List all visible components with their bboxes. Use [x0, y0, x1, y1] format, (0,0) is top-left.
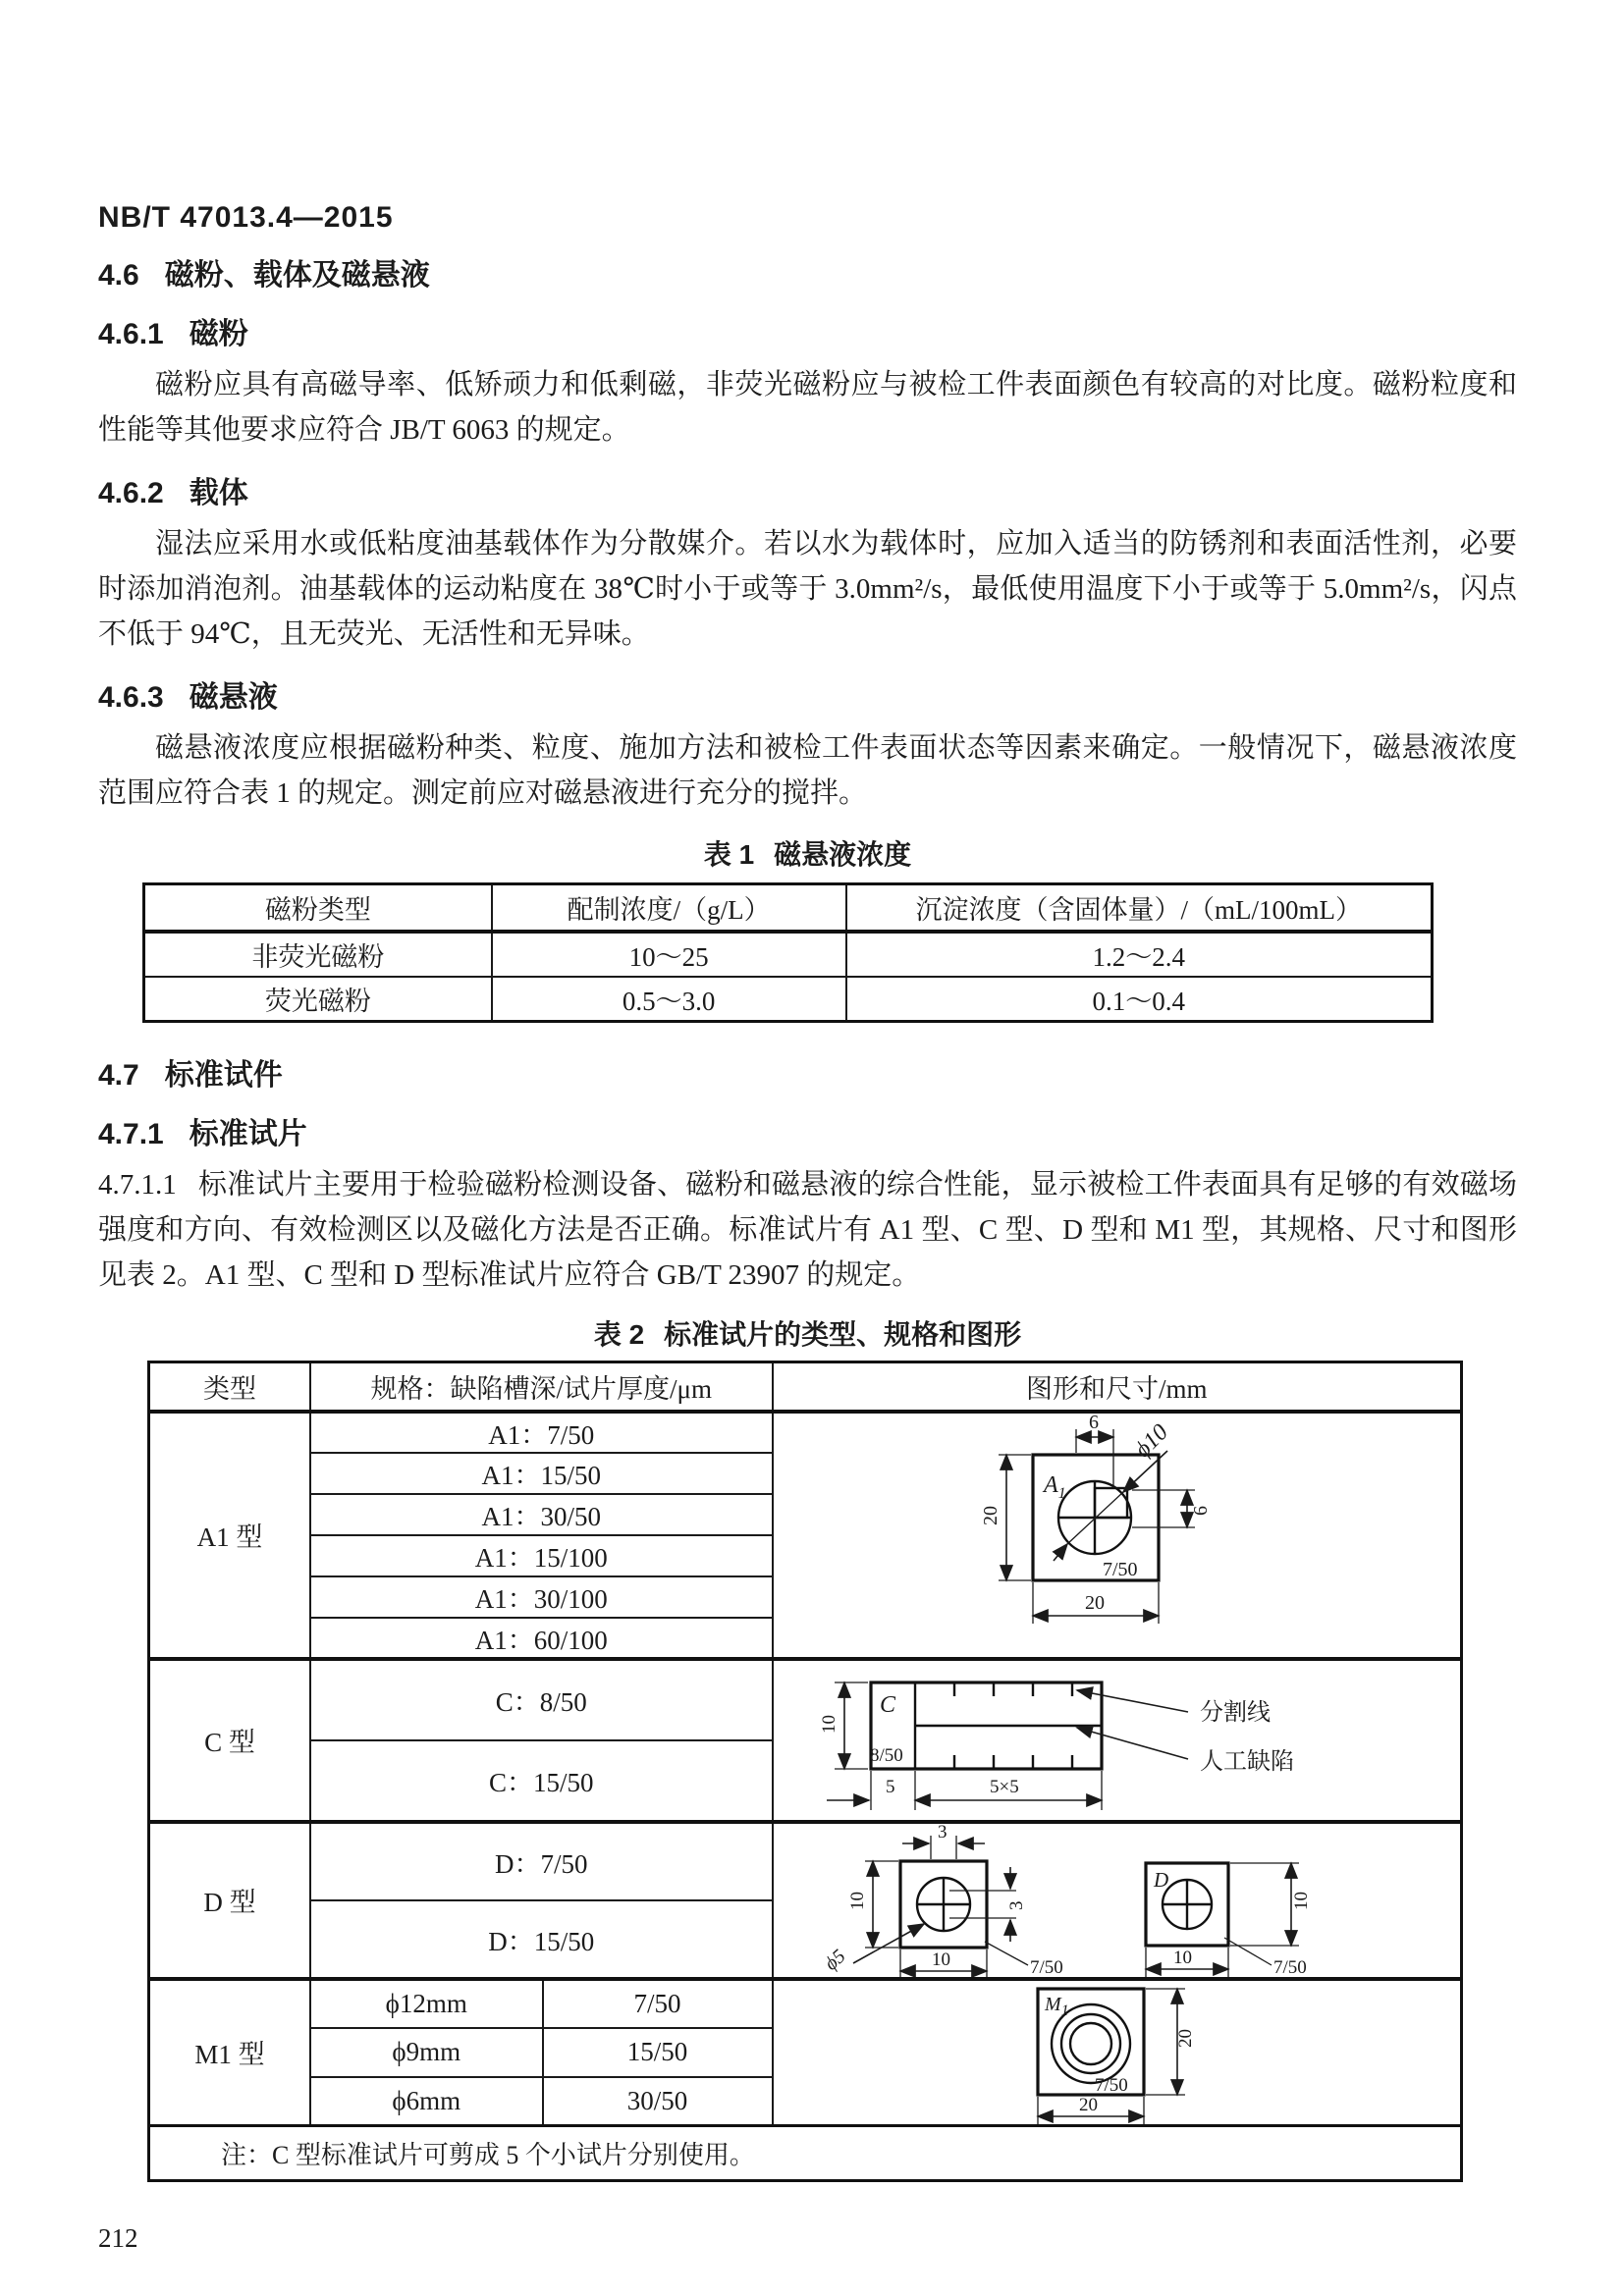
dim-bottom: 10	[1173, 1947, 1193, 1968]
table-row	[149, 2126, 1462, 2181]
groove-label: 8/50	[870, 1744, 904, 1766]
diagram-a1-cell	[773, 1412, 1462, 1659]
callout-dividing-line: 分割线	[1200, 1699, 1272, 1726]
cell-settlement: 0.1～0.4	[846, 977, 1433, 1022]
cell-type-a1: A1 型	[149, 1412, 310, 1659]
cell-spec: A1：7/50	[310, 1412, 773, 1453]
cell-spec-diameter: ϕ9mm	[310, 2028, 543, 2077]
cell-spec: D：7/50	[310, 1822, 773, 1900]
table-row	[149, 1979, 1462, 2028]
cell-settlement: 1.2～2.4	[846, 932, 1433, 977]
table-row	[149, 1822, 1462, 1900]
dim-right: 20	[1175, 2028, 1197, 2048]
heading-title: 载体	[189, 477, 248, 509]
groove-label: 7/50	[1030, 1956, 1064, 1977]
cell-concentration: 0.5～3.0	[492, 977, 846, 1022]
heading-4-6-1	[98, 309, 1517, 352]
heading-title: 标准试件	[164, 1059, 283, 1092]
dim-segment: 5	[886, 1776, 895, 1797]
document-number: NB/T 47013.4—2015	[98, 201, 394, 234]
heading-number: 4.7.1	[98, 1118, 164, 1150]
cell-spec: C：15/50	[310, 1740, 773, 1822]
cell-powder-type: 非荧光磁粉	[144, 932, 492, 977]
dim-left: 10	[819, 1714, 840, 1734]
page-number: 212	[98, 2223, 138, 2253]
c-label: C	[880, 1691, 896, 1718]
table-suspension-concentration	[142, 882, 1434, 1023]
column-header: 配制浓度/（g/L）	[492, 884, 846, 932]
paragraph-number: 4.7.1.1	[98, 1169, 177, 1201]
callout-artificial-defect: 人工缺陷	[1200, 1748, 1295, 1775]
heading-4-7-1	[98, 1109, 1517, 1152]
column-header: 图形和尺寸/mm	[773, 1362, 1462, 1412]
table2-caption	[98, 1313, 1517, 1353]
dim-diameter: ϕ5	[820, 1945, 850, 1975]
groove-label: 7/50	[1095, 2074, 1129, 2096]
heading-title: 磁悬液	[189, 681, 278, 714]
a1-test-strip-diagram	[861, 1414, 1372, 1657]
d-test-strip-diagram	[802, 1824, 1431, 1977]
dim-top: 6	[1089, 1413, 1100, 1433]
heading-4-7	[98, 1050, 1517, 1094]
heading-4-6-3	[98, 672, 1517, 716]
table1-caption-number: 表 1	[703, 839, 755, 870]
heading-title: 标准试片	[189, 1118, 307, 1150]
table-row	[149, 1412, 1462, 1453]
dim-left: 10	[847, 1891, 869, 1910]
m1-test-strip-diagram	[920, 1981, 1313, 2124]
table-row	[144, 884, 1433, 932]
cell-spec-diameter: ϕ12mm	[310, 1979, 543, 2028]
diagram-c-cell	[773, 1659, 1462, 1822]
table-row	[144, 932, 1433, 977]
cell-spec: D：15/50	[310, 1900, 773, 1979]
cell-concentration: 10～25	[492, 932, 846, 977]
cell-spec: C：8/50	[310, 1659, 773, 1740]
paragraph-magnetic-powder: 磁粉应具有高磁导率、低矫顽力和低剩磁，非荧光磁粉应与被检工件表面颜色有较高的对比度。磁粉粒度和性能等其他要求应符合 JB/T 6063 的规定。	[98, 369, 1517, 446]
dim-bottom: 20	[1079, 2094, 1099, 2115]
groove-label: 7/50	[1103, 1558, 1138, 1580]
dim-diameter: ϕ10	[1130, 1418, 1174, 1463]
heading-title: 磁粉	[189, 318, 248, 350]
heading-number: 4.6	[98, 259, 139, 292]
cell-spec: A1：15/50	[310, 1453, 773, 1494]
column-header: 磁粉类型	[144, 884, 492, 932]
cell-type-d: D 型	[149, 1822, 310, 1979]
cell-spec-depth: 30/50	[543, 2077, 773, 2126]
table-note: 注：C 型标准试片可剪成 5 个小试片分别使用。	[149, 2126, 1462, 2181]
heading-4-6-2	[98, 468, 1517, 511]
dim-bottom: 20	[1085, 1591, 1106, 1614]
column-header: 沉淀浓度（含固体量）/（mL/100mL）	[846, 884, 1433, 932]
paragraph-carrier: 湿法应采用水或低粘度油基载体作为分散媒介。若以水为载体时，应加入适当的防锈剂和表面活性剂，必要时添加消泡剂。油基载体的运动粘度在 38℃时小于或等于 3.0mm²/s，最低使用温度下小于或等于 5.0mm²/s，闪点不低于 94℃，且无荧光、无活性和无异味。	[98, 528, 1517, 650]
cell-spec-depth: 7/50	[543, 1979, 773, 2028]
heading-number: 4.6.2	[98, 477, 164, 509]
heading-number: 4.7	[98, 1059, 139, 1092]
m1-label: $M_1$	[1045, 1993, 1069, 2019]
paragraph-test-strips	[98, 1162, 1517, 1298]
cell-spec: A1：60/100	[310, 1618, 773, 1659]
dim-total: 5×5	[990, 1776, 1019, 1797]
cell-spec: A1：30/100	[310, 1576, 773, 1618]
heading-title: 磁粉、载体及磁悬液	[164, 259, 430, 292]
cell-type-c: C 型	[149, 1659, 310, 1822]
cell-powder-type: 荧光磁粉	[144, 977, 492, 1022]
groove-label: 7/50	[1273, 1956, 1308, 1977]
column-header: 类型	[149, 1362, 310, 1412]
dim-top: 3	[938, 1823, 947, 1842]
heading-number: 4.6.3	[98, 681, 164, 714]
cell-spec: A1：30/50	[310, 1494, 773, 1535]
cell-spec-depth: 15/50	[543, 2028, 773, 2077]
dim-left: 20	[980, 1505, 1002, 1525]
table1-caption	[98, 833, 1517, 873]
heading-number: 4.6.1	[98, 318, 164, 350]
d-label: D	[1154, 1867, 1169, 1892]
table-row	[149, 1362, 1462, 1412]
table2-caption-number: 表 2	[593, 1319, 645, 1350]
cell-spec-diameter: ϕ6mm	[310, 2077, 543, 2126]
table1-caption-title: 磁悬液浓度	[774, 839, 912, 870]
table-test-strip-types	[147, 1361, 1463, 2182]
a1-label: $A_1$	[1044, 1471, 1066, 1502]
paragraph-suspension: 磁悬液浓度应根据磁粉种类、粒度、施加方法和被检工件表面状态等因素来确定。一般情况下，磁悬液浓度范围应符合表 1 的规定。测定前应对磁悬液进行充分的搅拌。	[98, 732, 1517, 809]
diagram-d-cell	[773, 1822, 1462, 1979]
dim-right: 10	[1291, 1891, 1313, 1910]
table-row	[149, 1659, 1462, 1740]
c-test-strip-diagram	[778, 1661, 1455, 1820]
dim-side: 6	[1190, 1505, 1213, 1516]
dim-bottom: 10	[932, 1949, 951, 1970]
diagram-m1-cell	[773, 1979, 1462, 2126]
paragraph-text: 标准试片主要用于检验磁粉检测设备、磁粉和磁悬液的综合性能，显示被检工件表面具有足够的有效磁场强度和方向、有效检测区以及磁化方法是否正确。标准试片有 A1 型、C 型、D 型和 M1 型，其规格、尺寸和图形见表 2。A1 型、C 型和 D 型标准试片应符合 GB/T 23907 的规定。	[98, 1169, 1517, 1291]
dim-side: 3	[1006, 1900, 1028, 1910]
cell-spec: A1：15/100	[310, 1535, 773, 1576]
table2-caption-title: 标准试片的类型、规格和图形	[664, 1319, 1022, 1350]
table-row	[144, 977, 1433, 1022]
column-header: 规格：缺陷槽深/试片厚度/μm	[310, 1362, 773, 1412]
heading-4-6	[98, 250, 1517, 294]
cell-type-m1: M1 型	[149, 1979, 310, 2126]
